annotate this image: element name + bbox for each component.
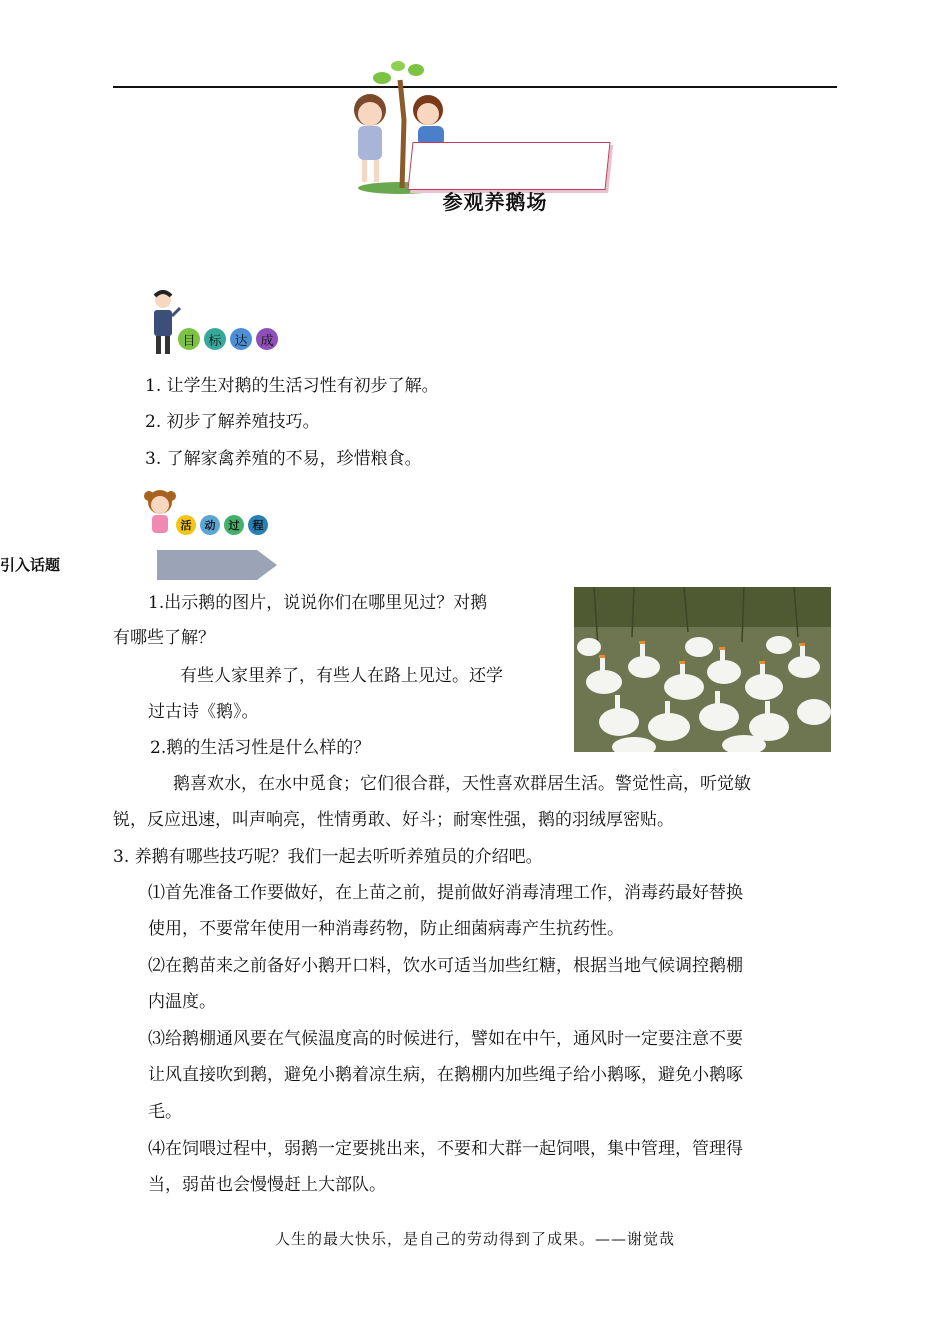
process-badge: 动 <box>200 515 220 535</box>
goals-badge: 达 <box>230 328 252 350</box>
answer-2-line: 锐，反应迅速，叫声响亮，性情勇敢、好斗；耐寒性强，鹅的羽绒厚密贴。 <box>113 810 674 830</box>
footer-quote: 人生的最大快乐，是自己的劳动得到了成果。——谢觉哉 <box>274 1230 675 1248</box>
goals-badge: 目 <box>178 328 200 350</box>
answer-1-line: 有些人家里养了，有些人在路上见过。还学 <box>180 666 503 686</box>
process-badge: 过 <box>224 515 244 535</box>
tip-line: ⑴首先准备工作要做好，在上苗之前，提前做好消毒清理工作，消毒药最好替换 <box>148 883 743 903</box>
girl-icon <box>143 488 177 538</box>
tip-line: ⑵在鹅苗来之前备好小鹅开口料，饮水可适当加些红糖，根据当地气候调控鹅棚 <box>148 956 743 976</box>
question-2: 2.鹅的生活习性是什么样的？ <box>150 738 371 758</box>
teacher-icon <box>145 290 181 356</box>
tip-line: ⑷在饲喂过程中，弱鹅一定要挑出来，不要和大群一起饲喂，集中管理，管理得 <box>148 1139 743 1159</box>
goal-item: 1. 让学生对鹅的生活习性有初步了解。 <box>145 376 439 396</box>
goals-badges <box>178 328 278 350</box>
tip-line: 让风直接吹到鹅，避免小鹅着凉生病，在鹅棚内加些绳子给小鹅啄，避免小鹅啄 <box>148 1065 743 1085</box>
process-badge: 程 <box>248 515 268 535</box>
question-1-line: 有哪些了解？ <box>113 628 215 648</box>
process-badge: 活 <box>176 515 196 535</box>
tip-line: 使用，不要常年使用一种消毒药物，防止细菌病毒产生抗药性。 <box>148 919 624 939</box>
geese-photo <box>574 587 831 752</box>
answer-2-line: 鹅喜欢水，在水中觅食；它们很合群，天性喜欢群居生活。警觉性高，听觉敏 <box>173 774 751 794</box>
goal-item: 2. 初步了解养殖技巧。 <box>145 412 320 432</box>
tip-line: 毛。 <box>148 1102 182 1122</box>
page-title: 参观养鹅场 <box>442 190 548 214</box>
process-badges <box>176 515 268 535</box>
answer-1-line: 过古诗《鹅》。 <box>148 702 259 722</box>
title-card <box>407 142 610 190</box>
tip-line: 内温度。 <box>148 992 216 1012</box>
goals-badge: 成 <box>256 328 278 350</box>
section-arrow-banner <box>157 550 257 580</box>
tip-line: ⑶给鹅棚通风要在气候温度高的时候进行，譬如在中午，通风时一定要注意不要 <box>148 1029 743 1049</box>
goal-item: 3. 了解家禽养殖的不易，珍惜粮食。 <box>145 449 422 469</box>
header-rule <box>113 86 837 88</box>
section-label: 引入话题 <box>0 556 61 574</box>
question-3: 3. 养鹅有哪些技巧呢？我们一起去听听养殖员的介绍吧。 <box>113 847 543 867</box>
question-1-line: 1.出示鹅的图片，说说你们在哪里见过？对鹅 <box>148 593 488 613</box>
tip-line: 当，弱苗也会慢慢赶上大部队。 <box>148 1175 386 1195</box>
goals-badge: 标 <box>204 328 226 350</box>
